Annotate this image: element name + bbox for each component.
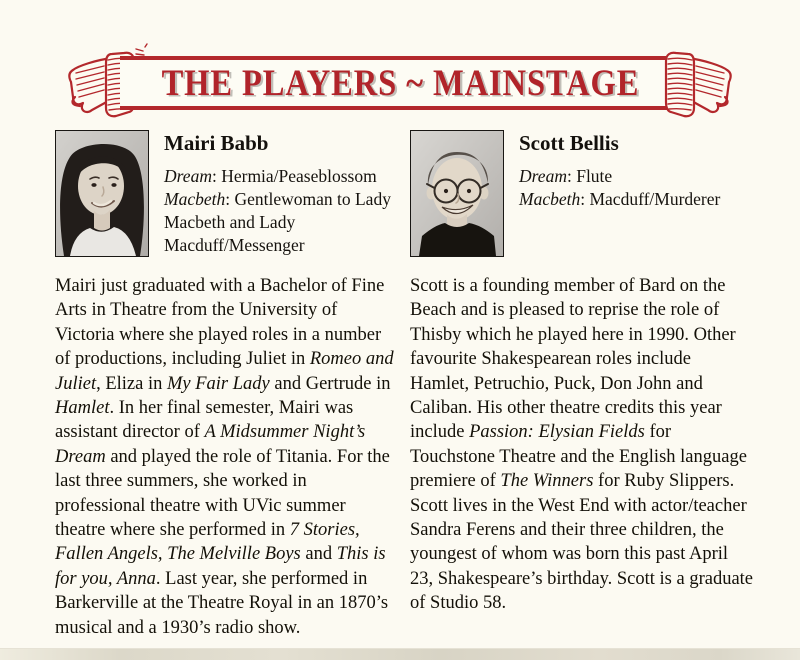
- actor-photo: [410, 130, 504, 257]
- play-title: Dream: [164, 166, 212, 186]
- actor-name: Mairi Babb: [164, 131, 269, 155]
- banner-band: [120, 56, 680, 110]
- page-title: THE PLAYERS ~ MAINSTAGE: [161, 62, 639, 104]
- actor-header: [55, 130, 396, 257]
- actor-info: [164, 130, 396, 257]
- actor-info: [519, 130, 720, 257]
- man-portrait-illustration: [411, 131, 503, 256]
- actor-bio: Scott is a founding member of Bard on the Beach and is pleased to reprise the role of Thisby which he played here in 1990. Other favourite Shakespearean roles include Hamlet, Petruchio, Puck, Don John and Caliban. His other theatre credits this year include Passion: Elysian Fields for Touchstone Theatre and the English language premiere of The Winners for Ruby Slippers. Scott lives in the West End with actor/teacher Sandra Ferens and their three children, the youngest of whom was born this past April 23, Shakespeare’s birthday. Scott is a graduate of Studio 58.: [410, 276, 754, 614]
- actor-column-left: [55, 130, 396, 640]
- actor-header: [410, 130, 754, 257]
- actor-name: Scott Bellis: [519, 131, 619, 155]
- role-cast: : Flute: [566, 166, 613, 186]
- woman-portrait-illustration: [56, 131, 148, 256]
- actor-column-right: [410, 130, 754, 616]
- scroll-end-right-icon: [646, 42, 738, 126]
- actor-bio: Mairi just graduated with a Bachelor of Fine Arts in Theatre from the University of Victoria where she played roles in a number of productions, including Juliet in Romeo and Juliet, Eliza in My Fair Lady and Gertrude in Hamlet. In her final semester, Mairi was assistant director of A Midsummer Night’s Dream and played the role of Titania. For the last three summers, she worked in professional theatre with UVic summer theatre where she performed in 7 Stories, Fallen Angels, The Melville Boys and This is for you, Anna. Last year, she performed in Barkerville at the Theatre Royal in an 1870’s musical and a 1930’s radio show.: [55, 276, 394, 638]
- play-title: Macbeth: [164, 189, 226, 209]
- scroll-banner: [58, 42, 742, 126]
- role-cast: : Hermia/Peaseblossom: [211, 166, 377, 186]
- role-line-dream: [519, 165, 720, 188]
- role-line-macbeth: [164, 188, 396, 257]
- play-title: Dream: [519, 166, 567, 186]
- actor-photo: [55, 130, 149, 257]
- role-line-dream: [164, 165, 396, 188]
- role-line-macbeth: [519, 188, 720, 211]
- role-cast: : Macduff/Murderer: [580, 189, 721, 209]
- role-cast: : Gentlewoman to Lady Macbeth and Lady Macduff/Messenger: [164, 189, 391, 255]
- scan-edge-artifact: [0, 648, 800, 660]
- play-title: Macbeth: [519, 189, 581, 209]
